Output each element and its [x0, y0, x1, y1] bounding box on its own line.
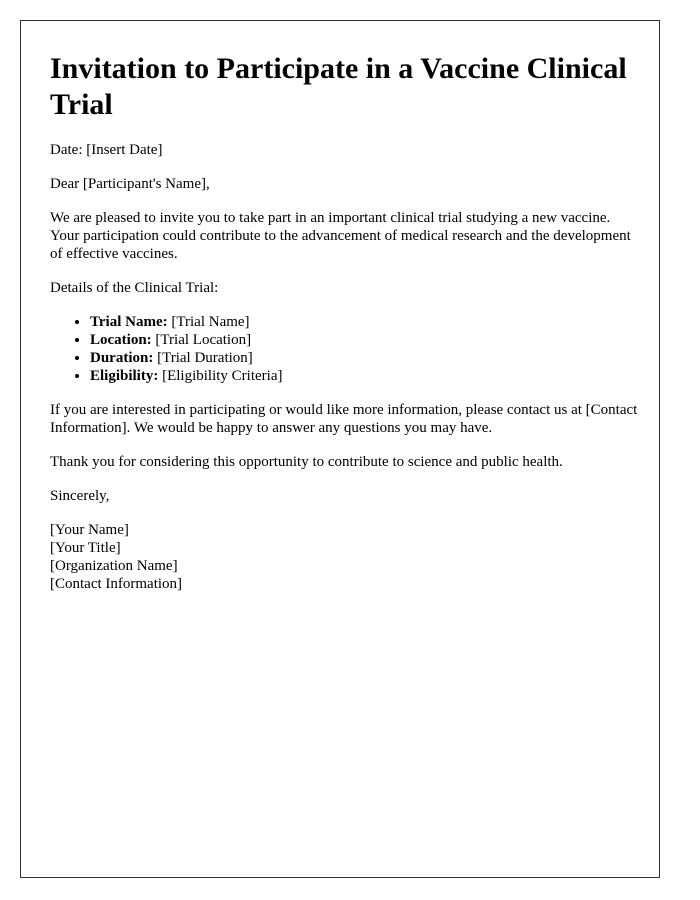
signature-contact: [Contact Information] — [50, 576, 183, 592]
signature-block — [50, 521, 640, 593]
detail-value: [Eligibility Criteria] — [158, 368, 283, 384]
letter-content — [50, 51, 640, 593]
detail-value: [Trial Name] — [167, 314, 250, 330]
detail-value: [Trial Duration] — [153, 350, 253, 366]
intro-paragraph: We are pleased to invite you to take part in an important clinical trial studying a new vaccine. Your participation could contribute to the advancement of medical research and the development of effective vaccines. — [50, 210, 631, 262]
greeting: Dear [Participant's Name], — [50, 176, 210, 192]
date-line: Date: [Insert Date] — [50, 142, 163, 158]
detail-value: [Trial Location] — [151, 332, 252, 348]
contact-paragraph: If you are interested in participating or would like more information, please contact us at [Contact Information]. We would be happy to answer any questions you may have. — [50, 402, 638, 436]
closing: Sincerely, — [50, 488, 110, 504]
details-heading: Details of the Clinical Trial: — [50, 280, 219, 296]
trial-details-list — [50, 313, 640, 385]
signature-title: [Your Title] — [50, 540, 121, 556]
detail-item-location — [90, 331, 640, 349]
signature-organization: [Organization Name] — [50, 558, 178, 574]
detail-label: Location: — [90, 332, 152, 348]
detail-label: Trial Name: — [90, 314, 168, 330]
thanks-paragraph: Thank you for considering this opportunity to contribute to science and public health. — [50, 454, 563, 470]
detail-label: Duration: — [90, 350, 154, 366]
letter-title: Invitation to Participate in a Vaccine Clinical Trial — [50, 52, 627, 121]
letter-page — [20, 20, 660, 878]
signature-name: [Your Name] — [50, 522, 129, 538]
detail-label: Eligibility: — [90, 368, 159, 384]
detail-item-duration — [90, 349, 640, 367]
detail-item-eligibility — [90, 367, 640, 385]
detail-item-trial-name — [90, 313, 640, 331]
